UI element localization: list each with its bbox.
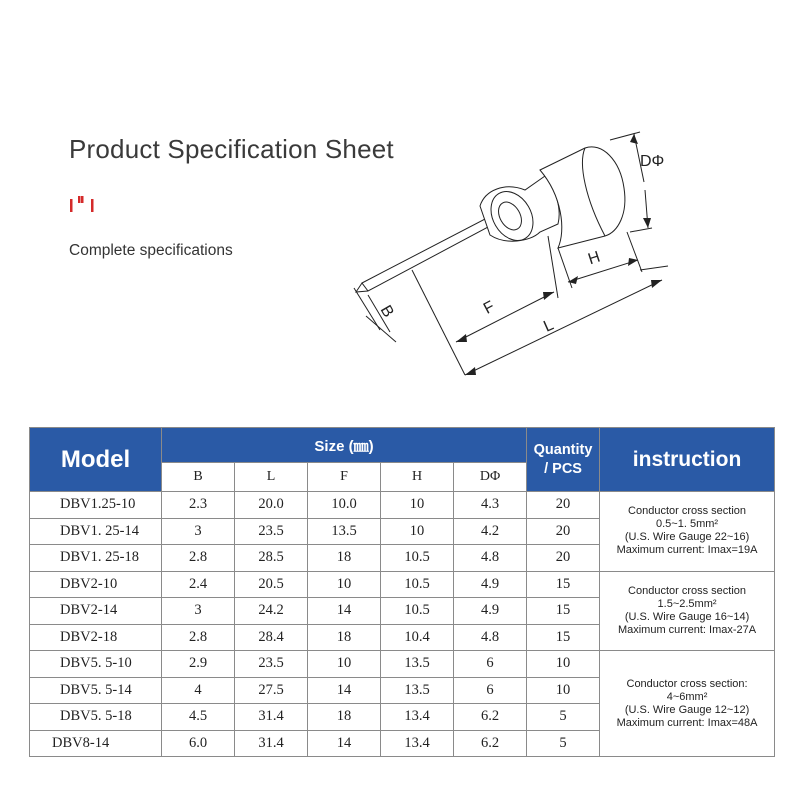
cell-qty: 15 [527,598,600,625]
table-row [30,651,775,678]
cell-qty: 5 [527,704,600,731]
cell-h: 10 [381,492,454,519]
cell-h: 13.4 [381,730,454,757]
cell-f: 18 [308,704,381,731]
cell-model: DBV2-18 [30,624,162,651]
instruction-line: (U.S. Wire Gauge 16~14) [624,610,750,623]
instruction-line: (U.S. Wire Gauge 22~16) [624,531,750,544]
cell-d: 4.3 [454,492,527,519]
cell-model: DBV2-14 [30,598,162,625]
cell-d: 4.8 [454,545,527,572]
cell-qty: 5 [527,730,600,757]
cell-b: 3 [162,598,235,625]
quantity-label-line1: Quantity [533,441,593,458]
cell-d: 6.2 [454,704,527,731]
cell-l: 20.5 [235,571,308,598]
page-title: Product Specification Sheet [69,134,394,164]
cell-model: DBV5. 5-18 [30,704,162,731]
cell-f: 18 [308,545,381,572]
instruction-line: Conductor cross section [628,505,747,518]
cell-l: 24.2 [235,598,308,625]
cell-f: 14 [308,598,381,625]
cell-model: DBV1. 25-18 [30,545,162,572]
cell-l: 28.4 [235,624,308,651]
cell-b: 2.8 [162,545,235,572]
instruction-line: Maximum current: Imax-27A [617,623,757,636]
instruction-line: 1.5~2.5mm² [657,597,717,610]
cell-instruction [600,571,775,651]
cell-d: 6 [454,651,527,678]
cell-model: DBV1.25-10 [30,492,162,519]
instruction-line: (U.S. Wire Gauge 12~12) [624,703,750,716]
cell-qty: 20 [527,518,600,545]
instruction-line: 0.5~1. 5mm² [656,518,719,531]
cell-f: 10 [308,651,381,678]
cell-b: 2.4 [162,571,235,598]
cell-model: DBV8-14 [30,730,162,757]
terminal-pin [362,219,490,291]
cell-f: 10.0 [308,492,381,519]
table-row [30,492,775,519]
cell-l: 20.0 [235,492,308,519]
cell-b: 2.8 [162,624,235,651]
cell-h: 10.5 [381,598,454,625]
cell-b: 2.3 [162,492,235,519]
cell-qty: 10 [527,651,600,678]
cell-qty: 10 [527,677,600,704]
cell-qty: 15 [527,624,600,651]
quantity-label-line2: / PCS [544,460,582,477]
brand-logo-icon [70,196,96,214]
col-header-l: L [235,463,308,492]
cell-h: 13.4 [381,704,454,731]
cell-h: 10 [381,518,454,545]
col-header-model: Model [30,428,162,492]
col-header-b: B [162,463,235,492]
instruction-line: Conductor cross section: [626,677,748,690]
cell-h: 10.5 [381,571,454,598]
cell-l: 27.5 [235,677,308,704]
cell-model: DBV2-10 [30,571,162,598]
dim-label-d: DΦ [640,153,665,170]
col-header-size: Size (㎜) [162,428,527,463]
cell-l: 23.5 [235,651,308,678]
cell-d: 4.9 [454,598,527,625]
cell-instruction [600,651,775,757]
cell-d: 4.8 [454,624,527,651]
pin-terminal-diagram [340,120,690,390]
cell-b: 4.5 [162,704,235,731]
cell-f: 14 [308,730,381,757]
col-header-h: H [381,463,454,492]
cell-instruction [600,492,775,572]
cell-b: 6.0 [162,730,235,757]
instruction-line: Maximum current: Imax=48A [616,716,758,729]
cell-d: 6 [454,677,527,704]
cell-model: DBV5. 5-14 [30,677,162,704]
cell-l: 31.4 [235,730,308,757]
cell-h: 10.4 [381,624,454,651]
instruction-line: 4~6mm² [666,690,708,703]
cell-f: 18 [308,624,381,651]
table-row [30,571,775,598]
cell-d: 4.9 [454,571,527,598]
cell-model: DBV5. 5-10 [30,651,162,678]
cell-l: 23.5 [235,518,308,545]
cell-qty: 20 [527,545,600,572]
cell-l: 28.5 [235,545,308,572]
cell-b: 2.9 [162,651,235,678]
col-header-quantity [527,428,600,492]
cell-f: 10 [308,571,381,598]
page-subtitle: Complete specifications [69,242,233,259]
cell-d: 6.2 [454,730,527,757]
cell-d: 4.2 [454,518,527,545]
instruction-line: Maximum current: Imax=19A [616,544,758,557]
cell-f: 14 [308,677,381,704]
instruction-line: Conductor cross section [628,584,747,597]
cell-b: 4 [162,677,235,704]
cell-qty: 15 [527,571,600,598]
dim-label-h: H [586,248,603,269]
cell-h: 13.5 [381,651,454,678]
dim-label-l: L [541,316,557,336]
cell-l: 31.4 [235,704,308,731]
cell-b: 3 [162,518,235,545]
col-header-instruction: instruction [600,428,775,492]
dim-label-b: B [376,302,397,321]
cell-model: DBV1. 25-14 [30,518,162,545]
cell-f: 13.5 [308,518,381,545]
cell-h: 13.5 [381,677,454,704]
col-header-f: F [308,463,381,492]
cell-qty: 20 [527,492,600,519]
spec-table [29,427,775,757]
col-header-d: DΦ [454,463,527,492]
dim-label-f: F [480,298,498,318]
cell-h: 10.5 [381,545,454,572]
